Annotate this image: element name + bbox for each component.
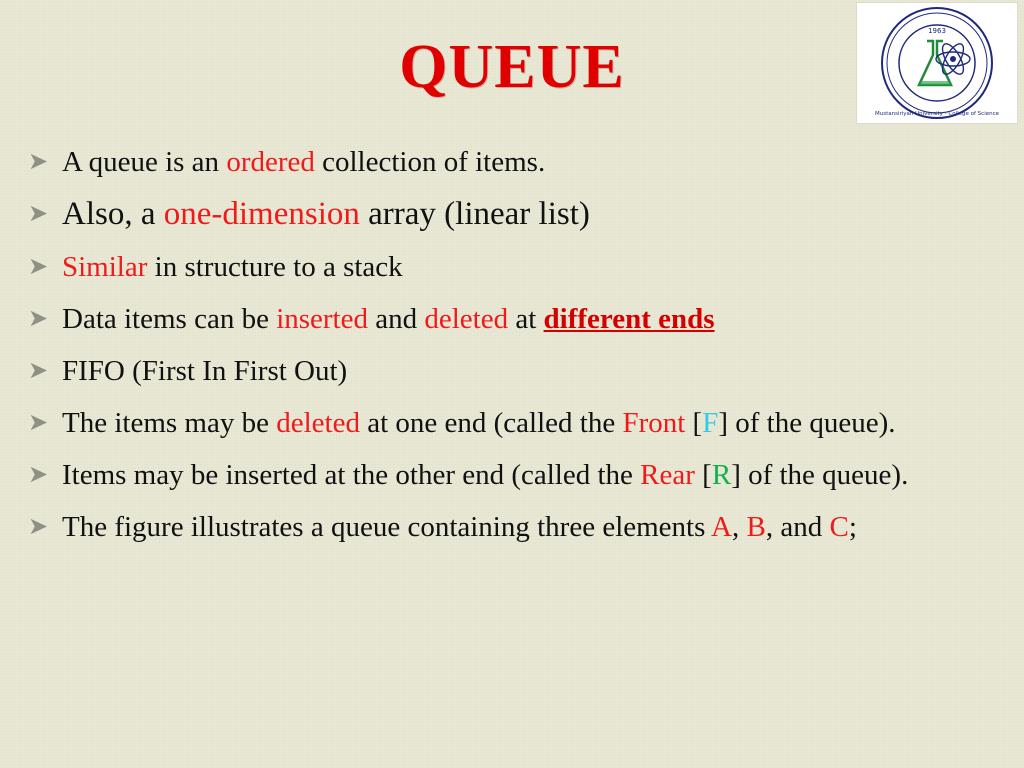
bullet-text-run: FIFO (First In First Out): [62, 355, 348, 387]
svg-text:Mustansiriyah University - Col: Mustansiriyah University - College of Science: [874, 111, 1000, 117]
bullet-text-run: ,: [732, 511, 747, 543]
bullet-arrow-icon: ➤: [28, 358, 49, 384]
bullet-text-run: B: [746, 511, 766, 543]
bullet-arrow-icon: ➤: [28, 201, 49, 227]
bullet-text-run: R: [711, 459, 732, 491]
bullet-text-run: Front: [622, 407, 686, 439]
bullet-list: [18, 140, 1008, 557]
bullet-arrow-icon: ➤: [28, 254, 49, 280]
bullet-text: [62, 192, 1008, 237]
bullet-text-run: different ends: [543, 303, 715, 335]
bullet-item: [18, 192, 1008, 237]
bullet-text-run: and: [368, 303, 425, 335]
svg-text:1963: 1963: [928, 27, 946, 35]
bullet-text-run: collection of items.: [314, 146, 546, 178]
bullet-text-run: The figure illustrates a queue containing three elements: [62, 511, 712, 543]
bullet-text-run: A: [711, 511, 732, 543]
bullet-text: [62, 245, 1008, 289]
bullet-arrow-icon: ➤: [28, 306, 49, 332]
bullet-text-run: Data items can be: [62, 303, 277, 335]
bullet-text-run: [: [694, 459, 712, 491]
bullet-item: [18, 245, 1008, 289]
bullet-text: [62, 297, 1008, 341]
bullet-text-run: ;: [848, 511, 857, 543]
bullet-text-run: at one end (called the: [359, 407, 623, 439]
bullet-text-run: C: [829, 511, 849, 543]
bullet-text-run: The items may be: [62, 407, 277, 439]
bullet-text: [62, 349, 1008, 393]
bullet-item: [18, 297, 1008, 341]
bullet-text: [62, 453, 1008, 497]
bullet-text-run: in structure to a stack: [147, 251, 403, 283]
bullet-text-run: ordered: [226, 146, 315, 178]
bullet-item: [18, 140, 1008, 184]
bullet-arrow-icon: ➤: [28, 410, 49, 436]
bullet-text-run: inserted: [276, 303, 368, 335]
bullet-text-run: Items may be inserted at the other end (called the: [62, 459, 641, 491]
bullet-text: [62, 401, 1008, 445]
bullet-text-run: , and: [765, 511, 830, 543]
bullet-text-run: deleted: [424, 303, 509, 335]
bullet-text: [62, 505, 1008, 549]
bullet-text-run: one-dimension: [163, 196, 360, 232]
bullet-text-run: Similar: [62, 251, 148, 283]
bullet-text-run: [: [685, 407, 703, 439]
bullet-text-run: ] of the queue).: [731, 459, 909, 491]
page-title: QUEUE: [399, 33, 625, 101]
bullet-text-run: deleted: [276, 407, 360, 439]
bullet-arrow-icon: ➤: [28, 462, 49, 488]
bullet-text: [62, 140, 1008, 184]
bullet-arrow-icon: ➤: [28, 514, 49, 540]
bullet-text-run: Rear: [640, 459, 695, 491]
bullet-item: [18, 453, 1008, 497]
bullet-text-run: at: [508, 303, 544, 335]
bullet-text-run: Also, a: [62, 196, 164, 232]
bullet-text-run: F: [702, 407, 719, 439]
bullet-item: [18, 401, 1008, 445]
bullet-item: [18, 505, 1008, 549]
bullet-text-run: ] of the queue).: [718, 407, 896, 439]
bullet-arrow-icon: ➤: [28, 149, 49, 175]
bullet-text-run: A queue is an: [62, 146, 227, 178]
bullet-text-run: array (linear list): [359, 196, 590, 232]
bullet-item: [18, 349, 1008, 393]
